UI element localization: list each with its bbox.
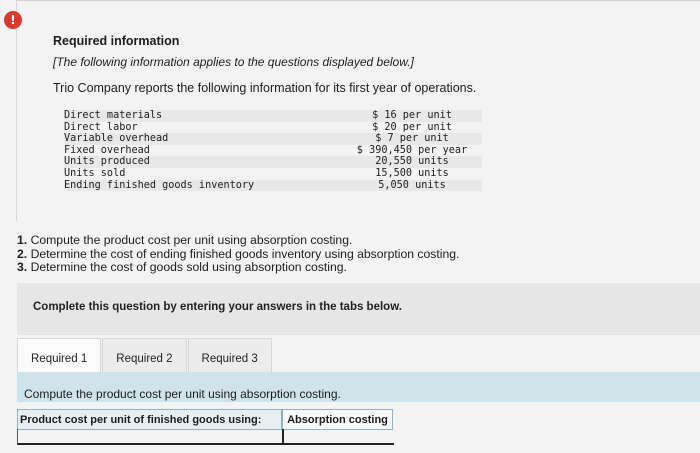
- question-list: [17, 234, 459, 275]
- absorption-cost-input[interactable]: [282, 429, 395, 443]
- data-row: [64, 110, 482, 122]
- data-row: [64, 122, 482, 134]
- question-text: Compute the product cost per unit using absorption costing.: [30, 233, 353, 247]
- data-value: 20,550 units: [375, 156, 449, 168]
- data-value: $ 20 per unit: [372, 121, 452, 133]
- answer-row-label: Product cost per unit of finished goods using:: [17, 409, 282, 430]
- company-data-table: [64, 110, 482, 191]
- question-item: [17, 261, 459, 275]
- data-value: $ 390,450 per year: [356, 144, 468, 156]
- data-label: Ending finished goods inventory: [64, 179, 255, 191]
- data-row: [64, 133, 482, 145]
- question-number: 1.: [17, 233, 28, 247]
- complete-prompt: Complete this question by entering your answers in the tabs below.: [33, 301, 402, 313]
- data-value: 5,050 units: [378, 179, 446, 191]
- data-row: [64, 168, 482, 180]
- data-value: $ 7 per unit: [375, 133, 449, 145]
- data-row: [64, 145, 482, 157]
- question-text: Determine the cost of goods sold using absorption costing.: [30, 260, 347, 274]
- required-info-heading: Required information: [53, 34, 180, 48]
- question-number: 2.: [17, 246, 28, 261]
- data-row: [64, 180, 482, 192]
- tab-instruction-text: Compute the product cost per unit using absorption costing.: [24, 387, 341, 401]
- question-item: [17, 248, 459, 262]
- alert-icon: !: [4, 11, 22, 29]
- data-label: Variable overhead: [64, 133, 169, 145]
- answer-column-header: Absorption costing: [282, 409, 393, 430]
- data-value: 15,500 units: [375, 167, 449, 179]
- question-item: [17, 234, 459, 248]
- required-info-note: [The following information applies to the questions displayed below.]: [53, 55, 414, 69]
- data-label: Direct materials: [64, 110, 163, 121]
- data-label: Direct labor: [64, 121, 138, 133]
- data-label: Units produced: [64, 156, 150, 168]
- tab-required-1[interactable]: Required 1: [17, 338, 101, 378]
- question-number: 3.: [17, 260, 28, 274]
- data-label: Fixed overhead: [64, 144, 150, 156]
- intro-text: Trio Company reports the following information for its first year of operations.: [53, 81, 477, 95]
- tab-required-2[interactable]: Required 2: [102, 338, 186, 378]
- question-text: Determine the cost of ending finished goods inventory using absorption costing.: [30, 246, 460, 261]
- data-label: Units sold: [64, 167, 126, 179]
- data-value: $ 16 per unit: [372, 110, 452, 121]
- data-row: [64, 156, 482, 168]
- tab-required-3[interactable]: Required 3: [188, 338, 272, 378]
